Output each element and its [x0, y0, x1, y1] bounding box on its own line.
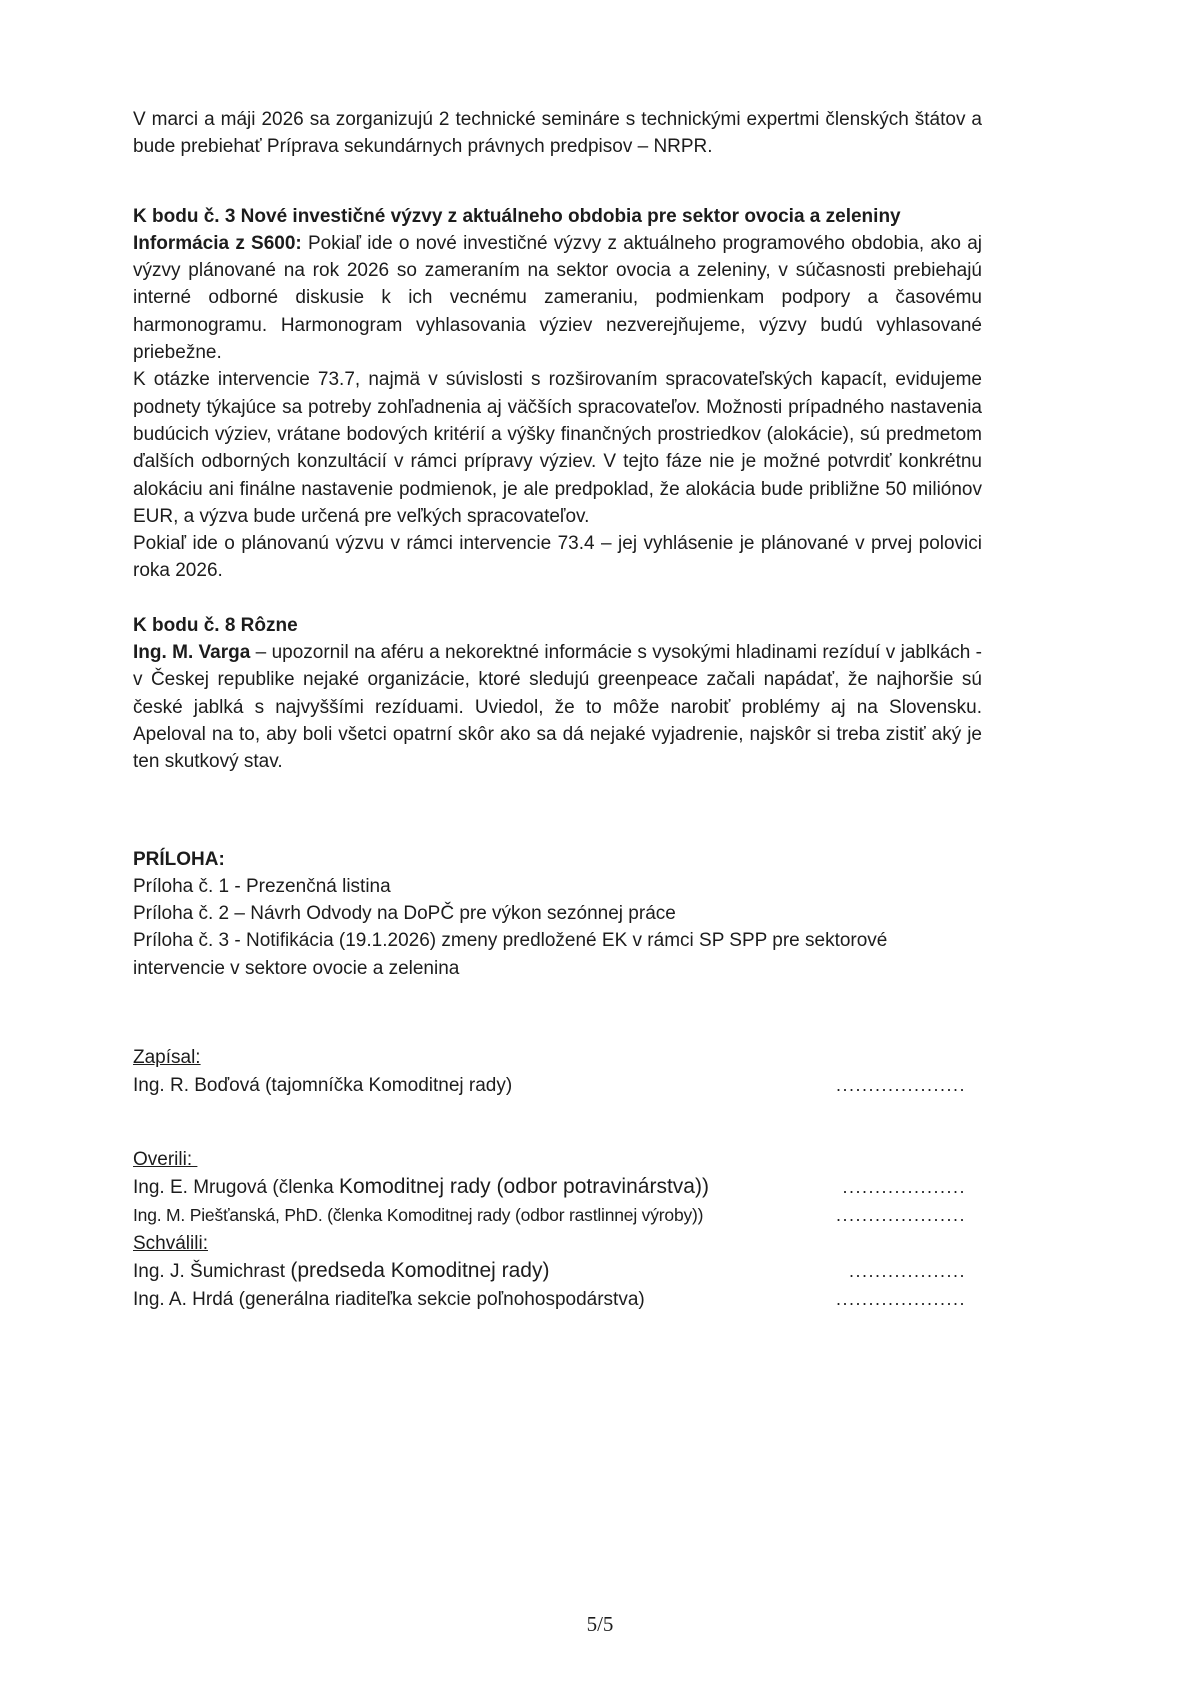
signature-dotted-line: .................... [835, 1075, 966, 1096]
varga-speaker-label: Ing. M. Varga [133, 642, 251, 664]
overili-heading-label: Overili: [133, 1148, 198, 1170]
priloha-item-2: Príloha č. 2 – Návrh Odvody na DoPČ pre výkon sezónnej práce [133, 903, 676, 925]
signature-dotted-line: .................... [835, 1205, 966, 1226]
schvalili-heading-label: Schválili: [133, 1232, 208, 1254]
section-heading-point3: K bodu č. 3 Nové investičné výzvy z aktuálneho obdobia pre sektor ovocia a zeleniny [133, 205, 901, 227]
intro-paragraph: V marci a máji 2026 sa zorganizujú 2 technické semináre s technickými expertmi členských štátov a bude prebiehať Príprava sekundárnych právnych predpisov – NRPR. [133, 109, 982, 158]
overili-heading [133, 1146, 982, 1173]
signature-row [133, 1285, 982, 1313]
signer-name: Ing. E. Mrugová (členka Komoditnej rady (odbor potravinárstva)) [133, 1174, 709, 1198]
signature-row [133, 1071, 982, 1099]
overili-section [133, 1146, 982, 1314]
priloha-item-3: Príloha č. 3 - Notifikácia (19.1.2026) zmeny predložené EK v rámci SP SPP pre sektorové intervencie v sektore ovocie a zelenina [133, 930, 888, 979]
signature-row [133, 1201, 982, 1229]
section-heading-point8: K bodu č. 8 Rôzne [133, 614, 298, 636]
signature-row [133, 1173, 982, 1201]
priloha-item-1: Príloha č. 1 - Prezenčná listina [133, 875, 391, 897]
signature-dotted-line: .................. [848, 1260, 966, 1281]
s600-info-label: Informácia z S600: [133, 232, 302, 254]
zapisal-section [133, 1044, 982, 1100]
zapisal-heading [133, 1044, 982, 1071]
page-number: 5/5 [586, 1612, 614, 1636]
priloha-section [133, 846, 982, 982]
signer-name: Ing. R. Boďová (tajomníčka Komoditnej rady) [133, 1075, 513, 1097]
signer-name: Ing. A. Hrdá (generálna riaditeľka sekcie poľnohospodárstva) [133, 1289, 645, 1311]
signature-dotted-line: .................... [835, 1289, 966, 1310]
priloha-heading: PRÍLOHA: [133, 848, 225, 870]
s600-paragraph [133, 230, 982, 366]
signature-row [133, 1257, 982, 1285]
document-page [133, 0, 982, 1313]
signer-name: Ing. M. Piešťanská, PhD. (členka Komoditnej rady (odbor rastlinnej výroby)) [133, 1205, 704, 1226]
varga-speech-text: – upozornil na aféru a nekorektné informácie s vysokými hladinami rezíduí v jablkách - v Českej republike nejaké organizácie, ktoré sledujú greenpeace začali napádať, že najhoršie sú české jablká s najvyššími rezíduami. Uviedol, že to môže narobiť problémy aj na Slovensku. Apeloval na to, aby boli všetci opatrní skôr ako sa dá nejaké vyjadrenie, najskôr si treba zistiť aký je ten skutkový stav. [133, 642, 982, 773]
zapisal-heading-label: Zapísal: [133, 1047, 201, 1069]
signer-name: Ing. J. Šumichrast (predseda Komoditnej rady) [133, 1258, 550, 1282]
signature-dotted-line: ................... [842, 1176, 966, 1197]
varga-paragraph [133, 639, 982, 775]
intervention-737-paragraph: K otázke intervencie 73.7, najmä v súvislosti s rozširovaním spracovateľských kapacít, evidujeme podnety týkajúce sa potreby zohľadnenia aj väčších spracovateľov. Možnosti prípadného nastavenia budúcich výziev, vrátane bodových kritérií a výšky finančných prostriedkov (alokácie), sú predmetom ďalších odborných konzultácií v rámci prípravy výziev. V tejto fáze nie je možné potvrdiť konkrétnu alokáciu ani finálne nastavenie podmienok, je ale predpoklad, že alokácia bude približne 50 miliónov EUR, a výzva bude určená pre veľkých spracovateľov. [133, 369, 982, 527]
s600-info-text: Pokiaľ ide o nové investičné výzvy z aktuálneho programového obdobia, ako aj výzvy plánované na rok 2026 so zameraním na sektor ovocia a zeleniny, v súčasnosti prebiehajú interné odborné diskusie k ich vecnému zameraniu, podmienkam podpory a časovému harmonogramu. Harmonogram vyhlasovania výziev nezverejňujeme, výzvy budú vyhlasované priebežne. [133, 232, 982, 364]
schvalili-heading [133, 1230, 982, 1257]
intervention-734-paragraph: Pokiaľ ide o plánovanú výzvu v rámci intervencie 73.4 – jej vyhlásenie je plánované v prvej polovici roka 2026. [133, 533, 982, 582]
